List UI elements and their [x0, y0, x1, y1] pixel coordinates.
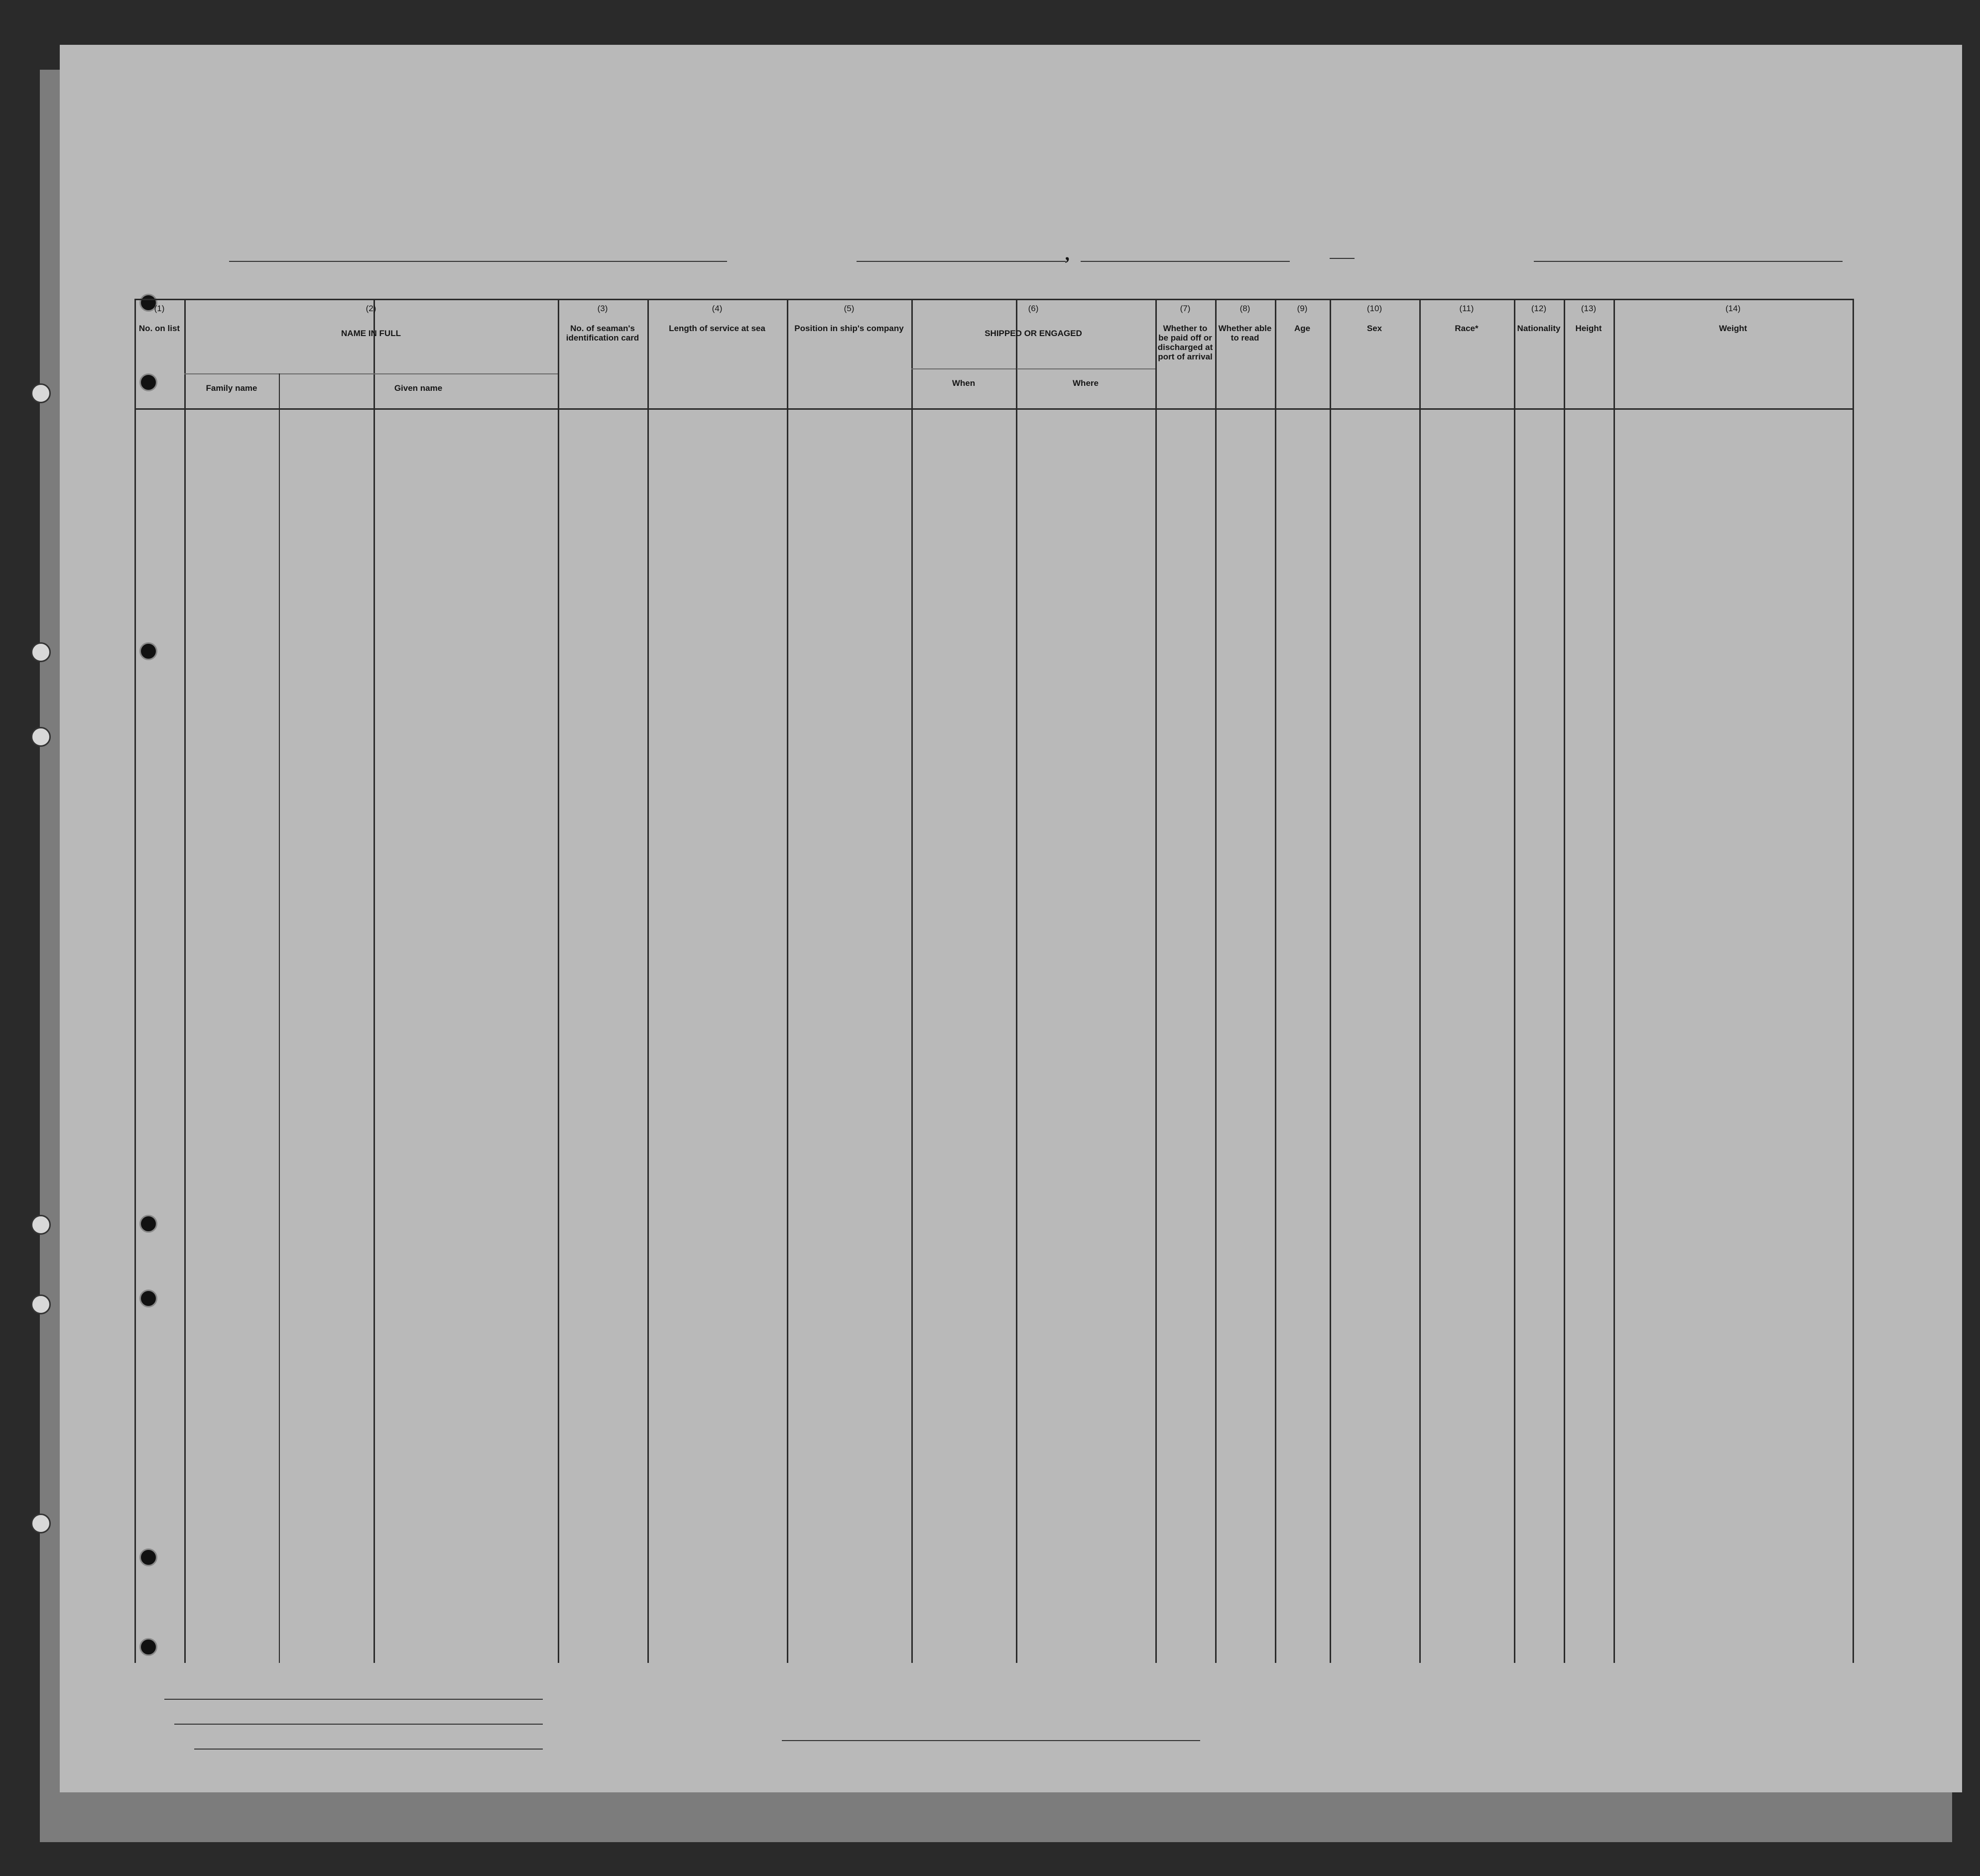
column-number: (9) [1297, 304, 1308, 313]
column-subheader: Where [1073, 378, 1099, 388]
column-number: (6) [1028, 304, 1039, 313]
table-subheader-rule [184, 373, 558, 374]
footer [134, 1668, 1853, 1787]
arrival-date [1081, 240, 1290, 262]
column-number: (2) [366, 304, 376, 313]
column-header-name: NAME IN FULL [341, 329, 401, 338]
table-subcolumn-rule [1016, 368, 1017, 1663]
column-header-paid: Whether to be paid off or discharged at port of arrival [1157, 324, 1213, 361]
table-column-rule [558, 299, 559, 1663]
column-number: (7) [1180, 304, 1191, 313]
manifest-sheet [60, 45, 1962, 1792]
vessel-name [229, 240, 727, 262]
crew-table [134, 299, 1853, 1663]
column-number: (1) [154, 304, 165, 313]
table-subheader-rule [911, 368, 1155, 369]
column-number: (14) [1725, 304, 1741, 313]
vessel-line: , [159, 243, 1843, 273]
column-header-race: Race* [1455, 324, 1479, 333]
table-column-rule [1275, 299, 1276, 1663]
column-header-no: No. on list [138, 324, 180, 333]
binder-hole [31, 727, 51, 747]
column-header-sex: Sex [1366, 324, 1382, 333]
table-column-rule [787, 299, 788, 1663]
table-column-rule [1613, 299, 1615, 1663]
column-header-card: No. of seaman's identification card [566, 324, 639, 343]
table-column-rule [1853, 299, 1854, 1663]
table-column-rule [1419, 299, 1421, 1663]
column-header-service: Length of service at sea [669, 324, 765, 333]
column-number: (11) [1459, 304, 1474, 313]
column-subheader: When [952, 378, 976, 388]
column-number: (12) [1531, 304, 1547, 313]
binder-hole [31, 1294, 51, 1314]
column-number: (13) [1581, 304, 1597, 313]
table-column-rule [1215, 299, 1217, 1663]
table-header-rule [134, 299, 1853, 300]
column-header-weight: Weight [1719, 324, 1747, 333]
table-header-rule [134, 408, 1853, 410]
column-number: (3) [597, 304, 608, 313]
column-number: (8) [1239, 304, 1250, 313]
column-header-read: Whether able to read [1218, 324, 1272, 343]
column-number: (10) [1366, 304, 1382, 313]
table-column-rule [1330, 299, 1331, 1663]
arriving-port [857, 240, 1066, 262]
column-header-nationality: Nationality [1517, 324, 1561, 333]
table-column-rule [647, 299, 649, 1663]
column-number: (4) [712, 304, 723, 313]
table-subcolumn-rule [279, 373, 280, 1663]
table-column-rule [184, 299, 186, 1663]
sheet-number [1604, 110, 1613, 126]
table-column-rule [1155, 299, 1157, 1663]
table-column-rule [373, 299, 375, 1663]
binder-hole [31, 1514, 51, 1533]
column-header-position: Position in ship's company [794, 324, 904, 333]
binder-hole [31, 1215, 51, 1235]
binder-hole [31, 383, 51, 403]
column-subheader: Family name [206, 383, 257, 393]
binder-hole [31, 642, 51, 662]
column-header-age: Age [1294, 324, 1311, 333]
table-column-rule [1564, 299, 1565, 1663]
column-header-shipped: SHIPPED OR ENGAGED [985, 329, 1082, 338]
table-column-rule [911, 299, 913, 1663]
table-column-rule [134, 299, 136, 1663]
column-subheader: Given name [394, 383, 443, 393]
departure-port [1534, 240, 1843, 262]
column-number: (5) [844, 304, 855, 313]
arrival-year [1330, 237, 1355, 259]
column-header-height: Height [1575, 324, 1602, 333]
table-column-rule [1514, 299, 1515, 1663]
